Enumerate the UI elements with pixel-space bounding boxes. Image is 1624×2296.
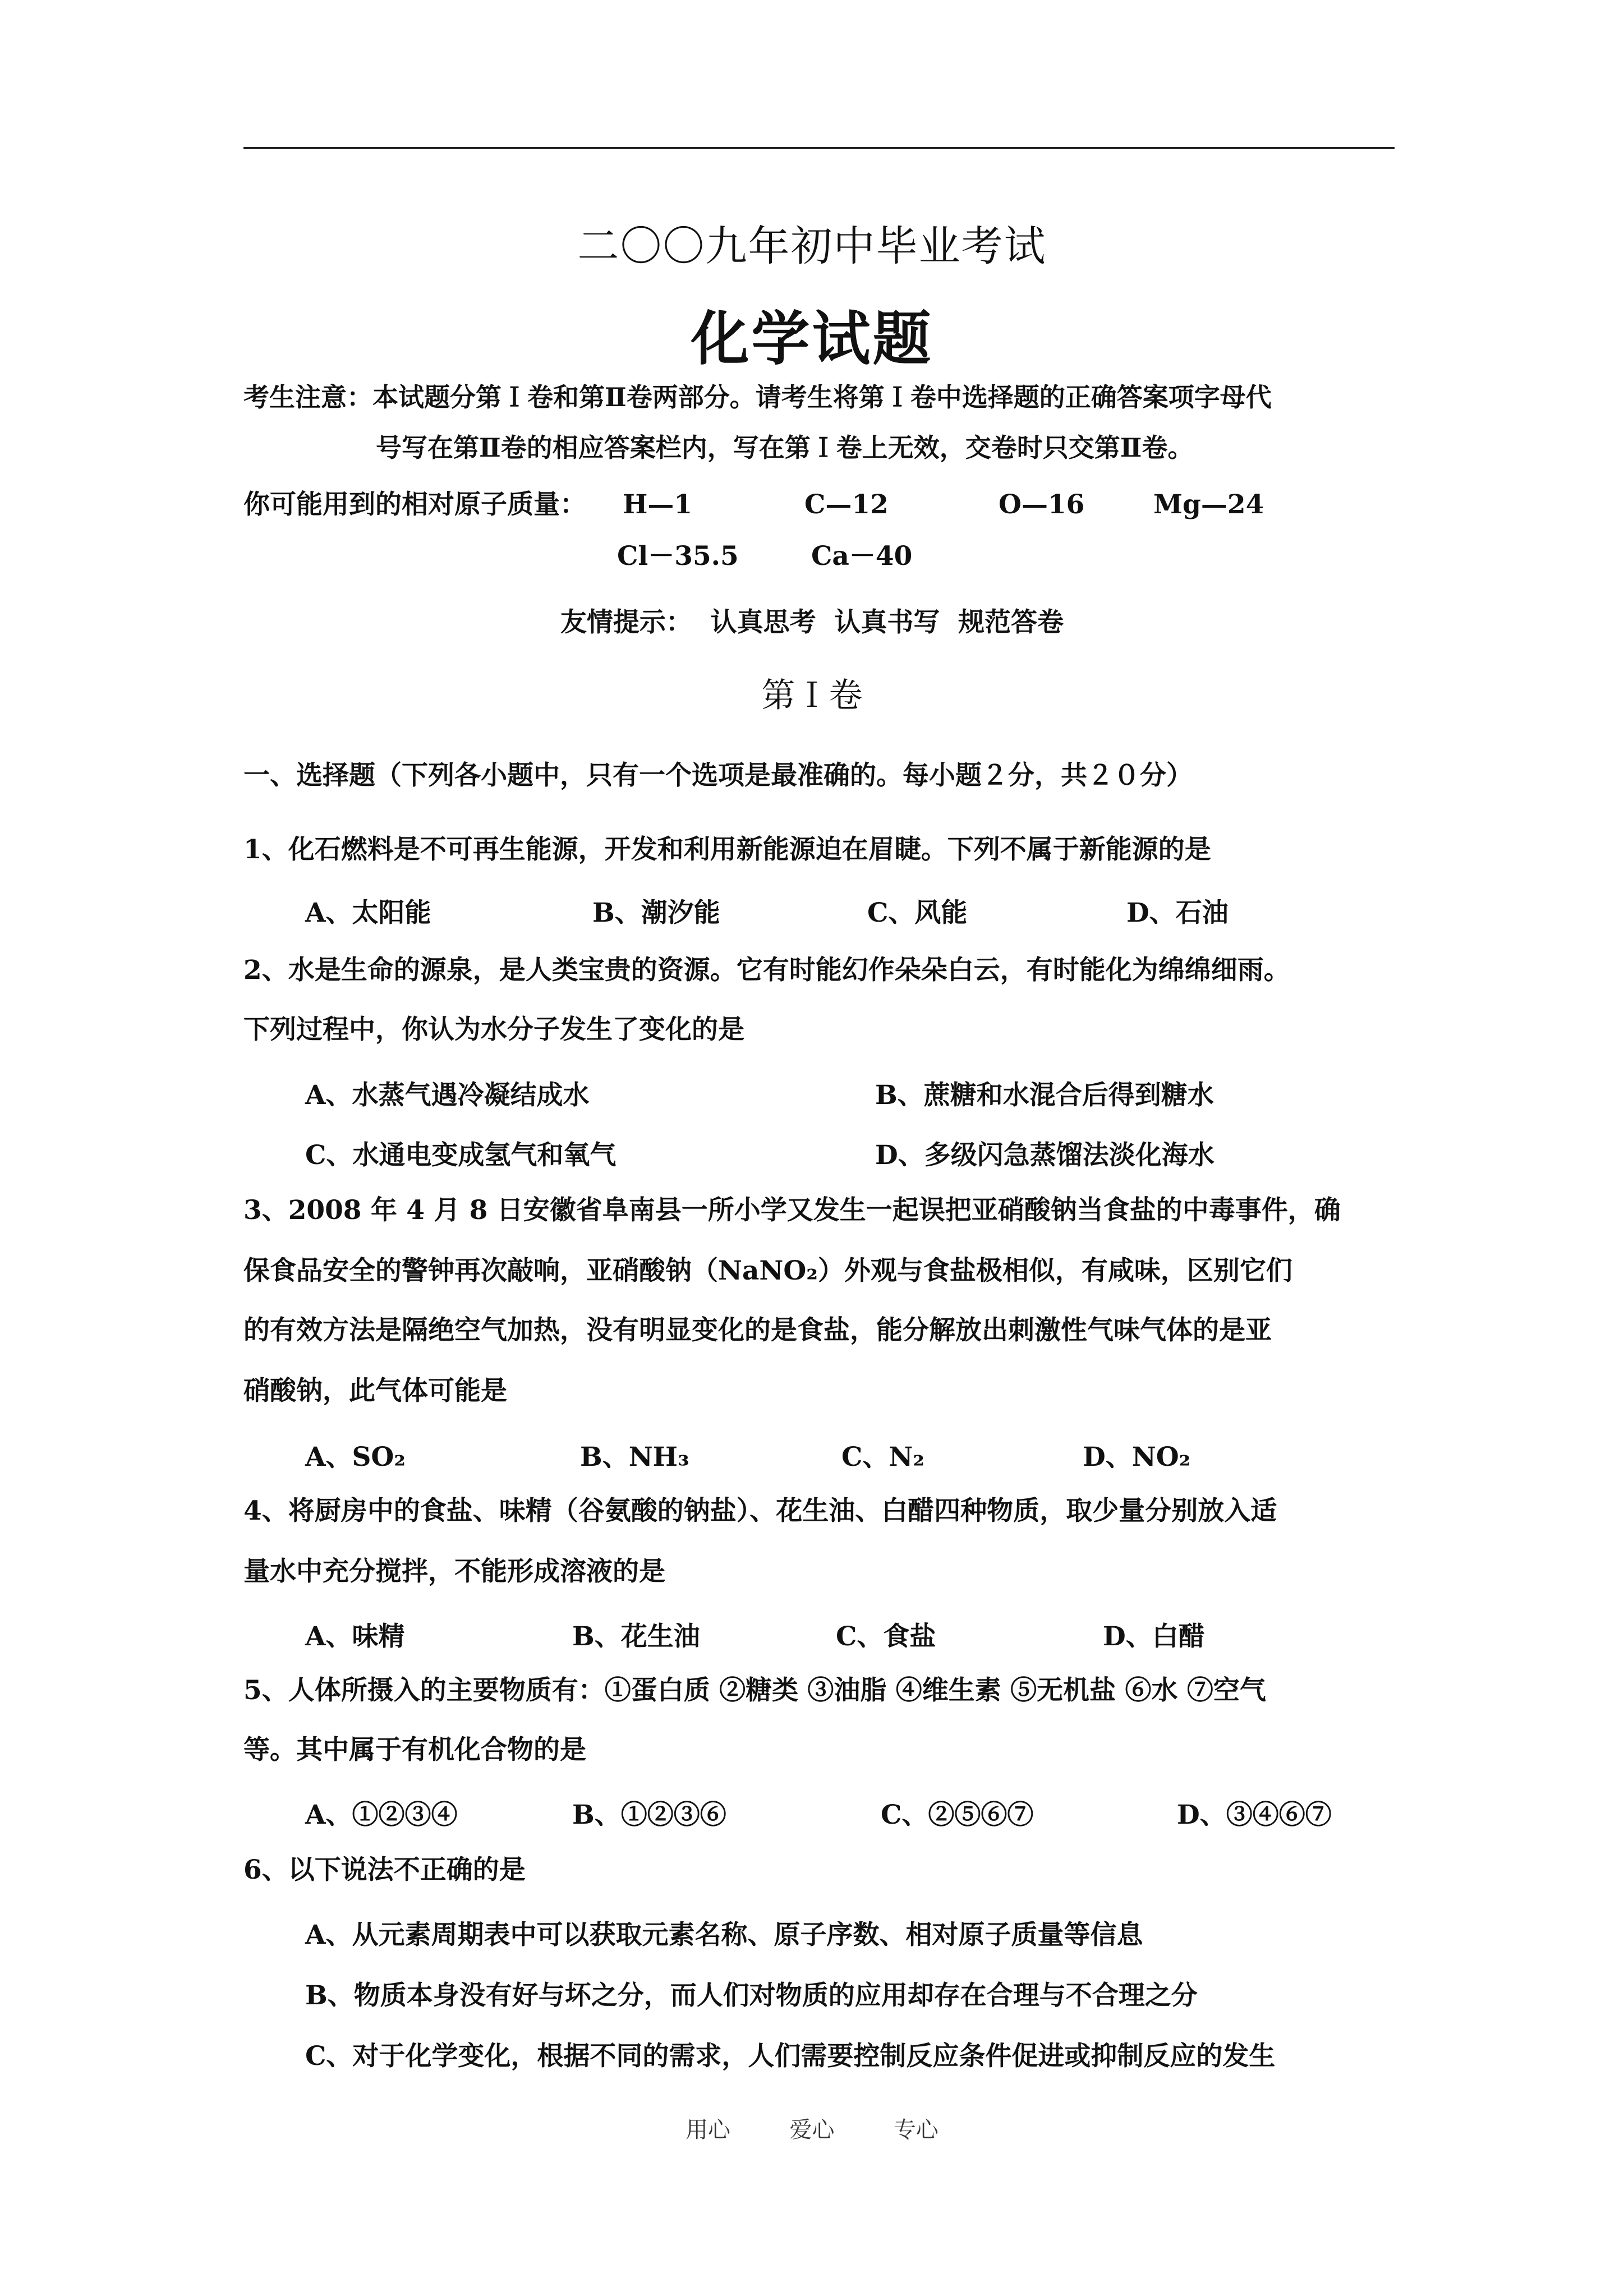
question-2-line-2: 下列过程中，你认为水分子发生了变化的是 — [243, 1014, 744, 1045]
volume-title: 第Ｉ卷 — [761, 676, 863, 715]
subject-title: 化学试题 — [691, 304, 933, 373]
q6-option-a: A、从元素周期表中可以获取元素名称、原子序数、相对原子质量等信息 — [305, 1920, 1143, 1950]
page-footer: 用心 爱心 专心 — [686, 2117, 938, 2143]
question-5-line-1: 5、人体所摄入的主要物质有：①蛋白质 ②糖类 ③油脂 ④维生素 ⑤无机盐 ⑥水 ⑦空气 — [243, 1675, 1266, 1706]
q2-option-d: D、多级闪急蒸馏法淡化海水 — [875, 1140, 1214, 1171]
question-3-line-2: 保食品安全的警钟再次敲响，亚硝酸钠（NaNO₂）外观与食盐极相似，有咸味，区别它们 — [243, 1255, 1292, 1286]
q5-option-b: B、①②③⑥ — [572, 1800, 726, 1830]
atomic-mass-o: O—16 — [999, 489, 1085, 520]
question-1-text: 1、化石燃料是不可再生能源，开发和利用新能源迫在眉睫。下列不属于新能源的是 — [243, 834, 1211, 865]
question-3-line-4: 硝酸钠，此气体可能是 — [243, 1375, 507, 1406]
q4-option-c: C、食盐 — [836, 1621, 936, 1652]
q5-option-d: D、③④⑥⑦ — [1177, 1800, 1332, 1830]
atomic-mass-h: H—1 — [623, 489, 693, 520]
q4-option-b: B、花生油 — [572, 1621, 700, 1652]
question-3-line-1: 3、2008 年 4 月 8 日安徽省阜南县一所小学又发生一起误把亚硝酸钠当食盐的中毒事件，确 — [243, 1195, 1341, 1226]
q1-option-b: B、潮汐能 — [592, 898, 720, 928]
atomic-mass-mg: Mg—24 — [1153, 489, 1264, 520]
q4-option-a: A、味精 — [305, 1621, 405, 1652]
atomic-mass-cl: Cl－35.5 — [617, 541, 739, 572]
q5-option-a: A、①②③④ — [305, 1800, 458, 1830]
question-3-line-3: 的有效方法是隔绝空气加热，没有明显变化的是食盐，能分解放出刺激性气味气体的是亚 — [243, 1315, 1272, 1346]
friendly-tip: 友情提示： 认真思考 认真书写 规范答卷 — [560, 607, 1064, 638]
q5-option-c: C、②⑤⑥⑦ — [881, 1800, 1034, 1830]
q1-option-c: C、风能 — [867, 898, 968, 928]
q3-option-a: A、SO₂ — [305, 1442, 406, 1473]
q6-option-c: C、对于化学变化，根据不同的需求，人们需要控制反应条件促进或抑制反应的发生 — [305, 2041, 1276, 2072]
question-4-line-1: 4、将厨房中的食盐、味精（谷氨酸的钠盐）、花生油、白醋四种物质，取少量分别放入适 — [243, 1496, 1277, 1526]
notice-line-1: 考生注意：本试题分第Ｉ卷和第Ⅱ卷两部分。请考生将第Ｉ卷中选择题的正确答案项字母代 — [243, 382, 1272, 412]
q2-option-b: B、蔗糖和水混合后得到糖水 — [875, 1080, 1214, 1111]
question-5-line-2: 等。其中属于有机化合物的是 — [243, 1734, 586, 1765]
q3-option-b: B、NH₃ — [580, 1442, 689, 1473]
header-rule — [243, 147, 1395, 149]
atomic-mass-ca: Ca－40 — [811, 541, 913, 572]
notice-line-2: 号写在第Ⅱ卷的相应答案栏内，写在第Ｉ卷上无效，交卷时只交第Ⅱ卷。 — [376, 432, 1194, 463]
q6-option-b: B、物质本身没有好与坏之分，而人们对物质的应用却存在合理与不合理之分 — [305, 1980, 1198, 2011]
q2-option-c: C、水通电变成氢气和氧气 — [305, 1140, 617, 1171]
atomic-mass-c: C—12 — [804, 489, 889, 520]
question-4-line-2: 量水中充分搅拌，不能形成溶液的是 — [243, 1556, 665, 1587]
atomic-mass-label: 你可能用到的相对原子质量： — [243, 489, 586, 520]
q3-option-c: C、N₂ — [841, 1442, 924, 1473]
section-heading: 一、选择题（下列各小题中，只有一个选项是最准确的。每小题２分，共２０分） — [243, 760, 1193, 791]
question-2-line-1: 2、水是生命的源泉，是人类宝贵的资源。它有时能幻作朵朵白云，有时能化为绵绵细雨。 — [243, 955, 1290, 986]
q3-option-d: D、NO₂ — [1083, 1442, 1191, 1473]
q4-option-d: D、白醋 — [1103, 1621, 1205, 1652]
question-6-text: 6、以下说法不正确的是 — [243, 1855, 526, 1885]
q1-option-a: A、太阳能 — [305, 898, 431, 928]
q2-option-a: A、水蒸气遇冷凝结成水 — [305, 1080, 590, 1111]
exam-title: 二〇〇九年初中毕业考试 — [577, 222, 1047, 270]
q1-option-d: D、石油 — [1126, 898, 1229, 928]
